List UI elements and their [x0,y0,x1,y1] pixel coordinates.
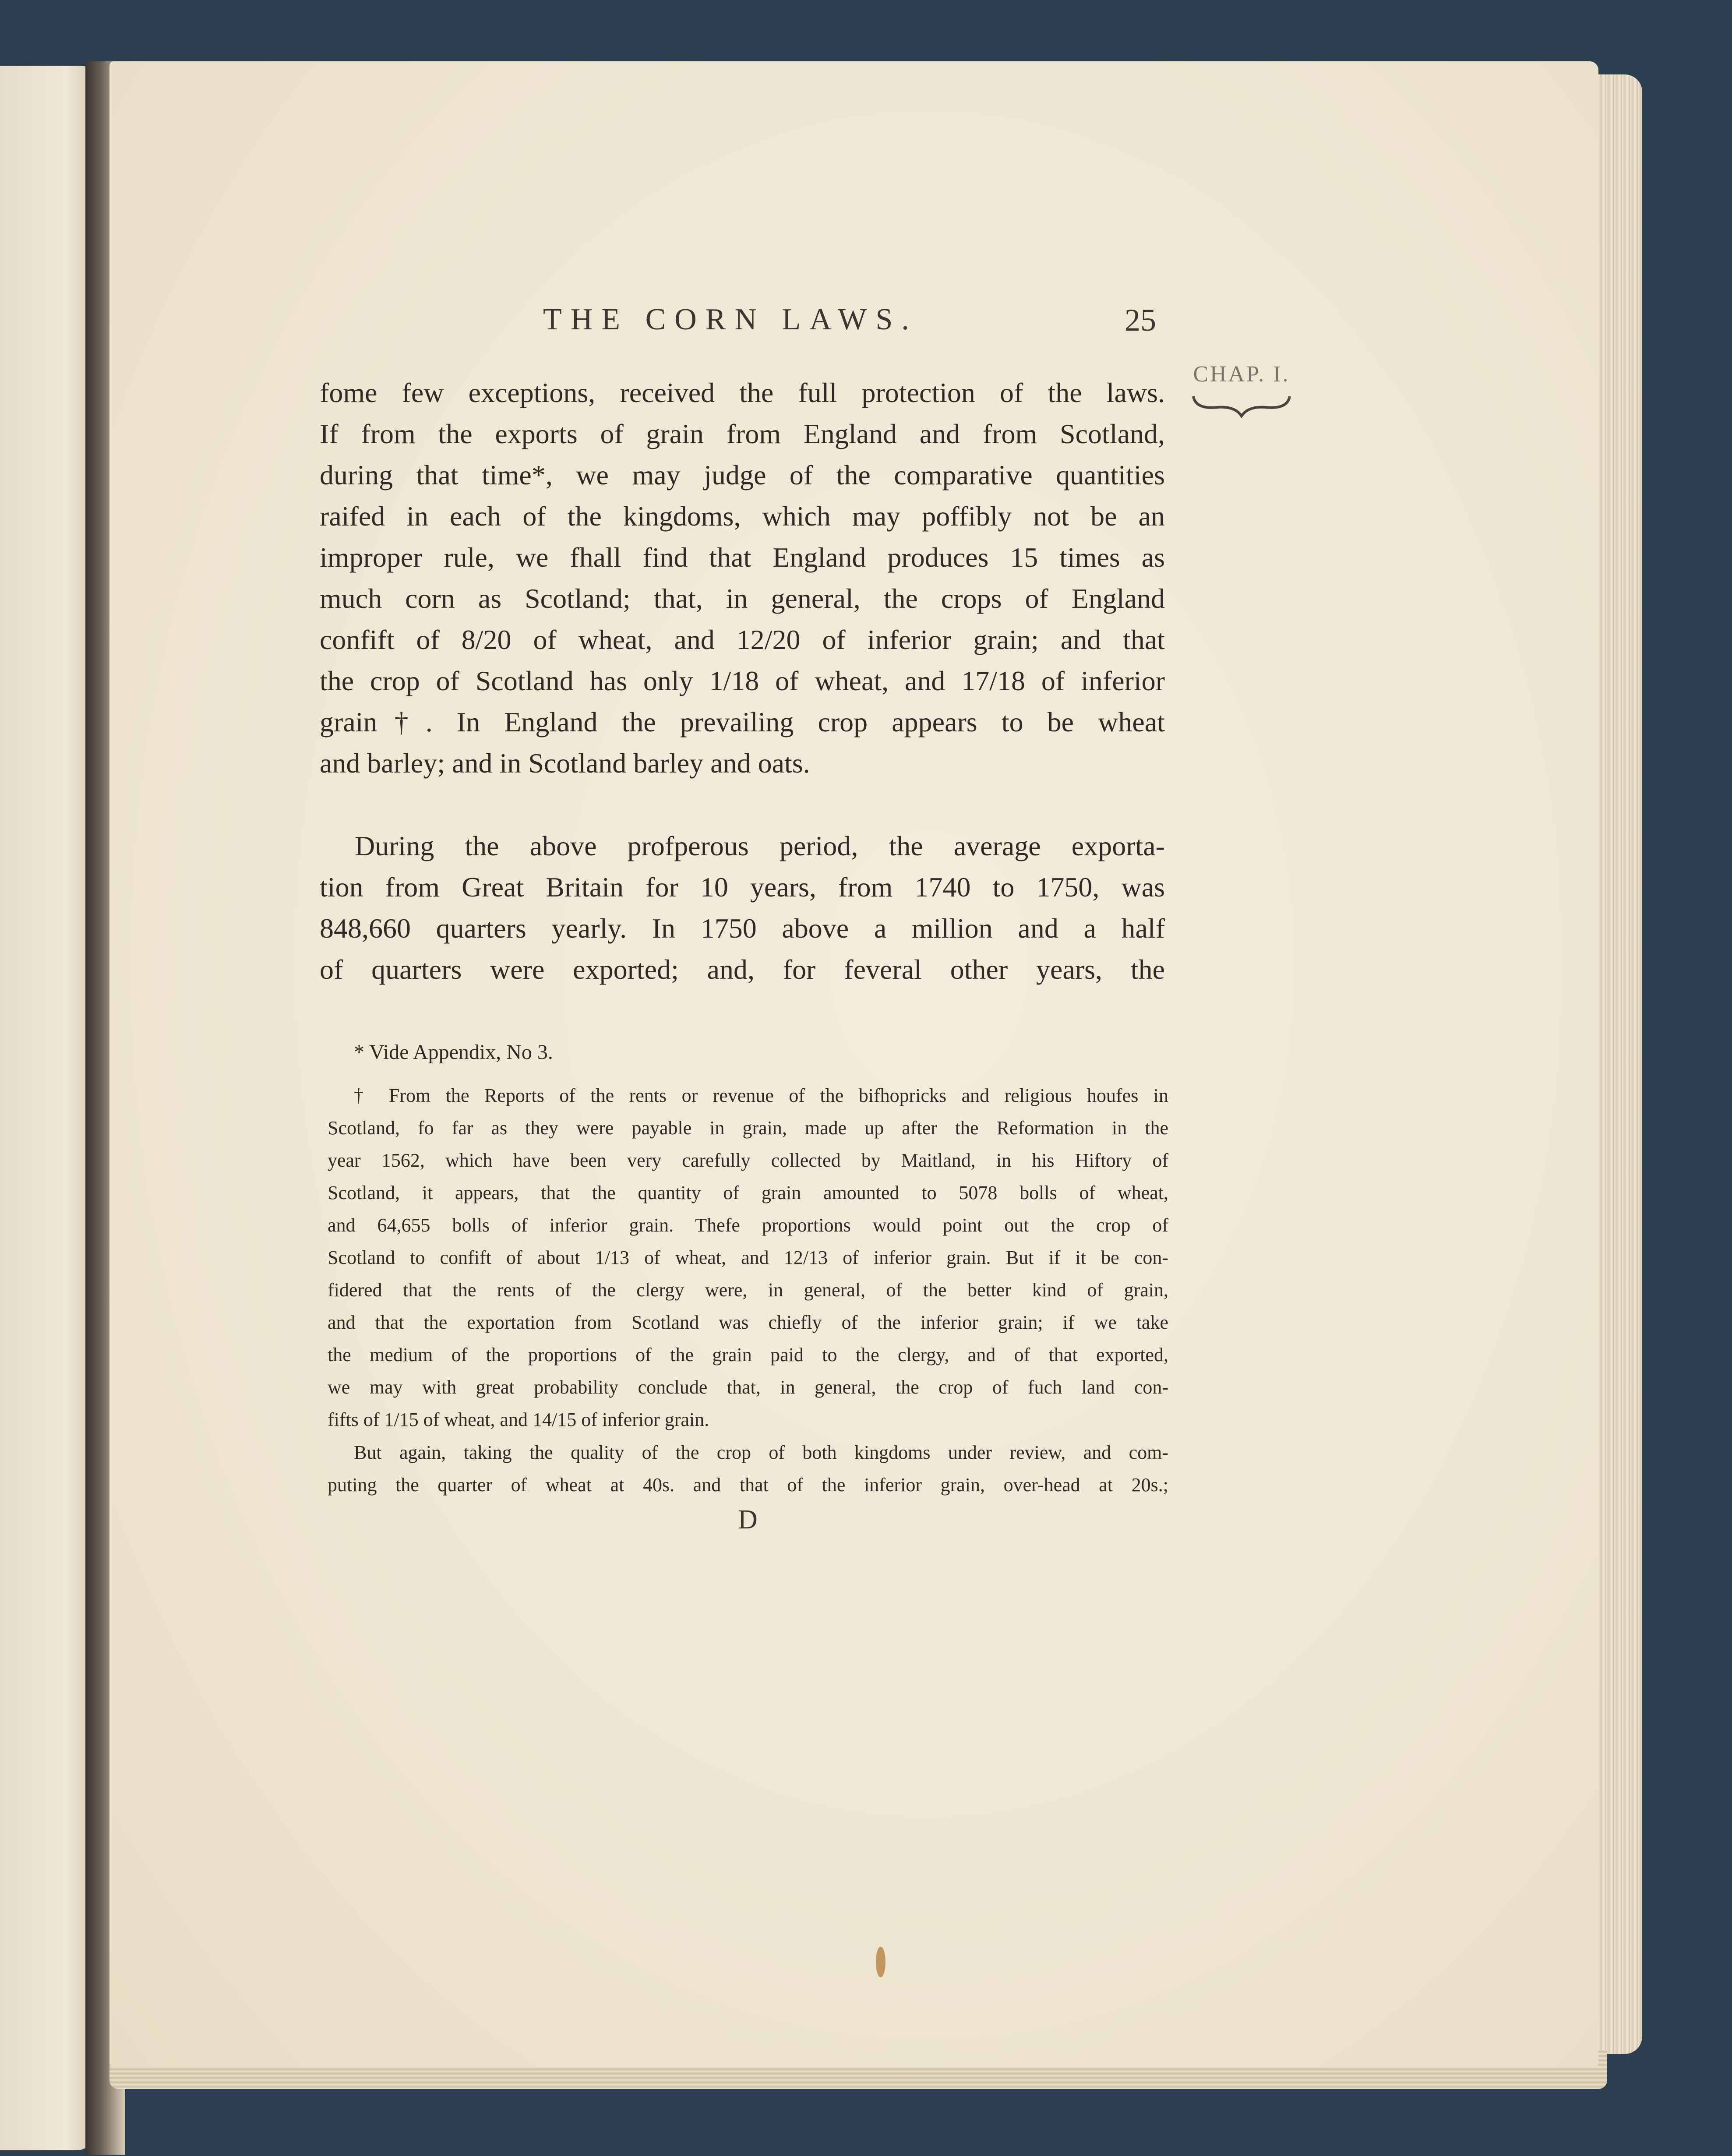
text-line: and that the exportation from Scotland was chiefly of the inferior grain; if we take [328,1312,1168,1333]
text-line: the crop of Scotland has only 1/18 of wheat, and 17/18 of inferior [320,665,1165,696]
paragraph-1 [320,372,1165,784]
chapter-marker: CHAP. I. [1193,362,1290,387]
text-line: grain†. In England the prevailing crop appears to be wheat [320,706,1165,737]
footnote-2 [328,1080,1168,1436]
text-line: the medium of the proportions of the grain paid to the clergy, and of that exported, [328,1344,1168,1366]
text-line: and 64,655 bolls of inferior grain. Thefe proportions would point out the crop of [328,1214,1168,1236]
text-line: puting the quarter of wheat at 40s. and that of the inferior grain, over-head at 20s.; [328,1474,1168,1496]
page-number: 25 [1125,303,1156,338]
text-line: raifed in each of the kingdoms, which may poffibly not be an [320,501,1165,532]
text-line: year 1562, which have been very carefully collected by Maitland, in his Hiftory of [328,1150,1168,1171]
text-line: confift of 8/20 of wheat, and 12/20 of inferior grain; and that [320,624,1165,655]
paragraph-2 [320,826,1165,990]
text-line: Scotland, fo far as they were payable in grain, made up after the Reformation in the [328,1117,1168,1139]
text-line: fifts of 1/15 of wheat, and 14/15 of inferior grain. [328,1409,709,1430]
text-line: During the above profperous period, the average exporta- [355,830,1165,861]
text-line: If from the exports of grain from England and from Scotland, [320,418,1165,449]
footnote-3 [328,1436,1168,1501]
text-line: and barley; and in Scotland barley and oats. [320,748,810,779]
running-head [320,302,1156,350]
text-line: much corn as Scotland; that, in general, the crops of England [320,583,1165,614]
text-line: But again, taking the quality of the crop of both kingdoms under review, and com- [354,1442,1168,1463]
text-line: 848,660 quarters yearly. In 1750 above a million and a half [320,913,1165,944]
text-line: improper rule, we fhall find that England produces 15 times as [320,542,1165,573]
running-title: THE CORN LAWS. [543,303,918,336]
facing-page [0,66,94,2150]
signature-mark: D [738,1505,758,1535]
text-line: Scotland to confift of about 1/13 of wheat, and 12/13 of inferior grain. But if it be con- [328,1247,1168,1268]
footnote-1: * Vide Appendix, No 3. [354,1041,553,1064]
text-line: Scotland, it appears, that the quantity of grain amounted to 5078 bolls of wheat, [328,1182,1168,1203]
chapter-brace-icon [1191,392,1292,418]
text-line: † From the Reports of the rents or revenue of the bifhopricks and religious houfes in [354,1085,1168,1106]
book-page [109,61,1598,2067]
text-line: of quarters were exported; and, for feveral other years, the [320,954,1165,985]
text-line: tion from Great Britain for 10 years, from 1740 to 1750, was [320,872,1165,903]
text-line: we may with great probability conclude that, in general, the crop of fuch land con- [328,1376,1168,1398]
text-line: fidered that the rents of the clergy were, in general, of the better kind of grain, [328,1279,1168,1301]
text-line: fome few exceptions, received the full protection of the laws. [320,377,1165,408]
page-stain [876,1947,885,1977]
text-line: during that time*, we may judge of the comparative quantities [320,459,1165,490]
